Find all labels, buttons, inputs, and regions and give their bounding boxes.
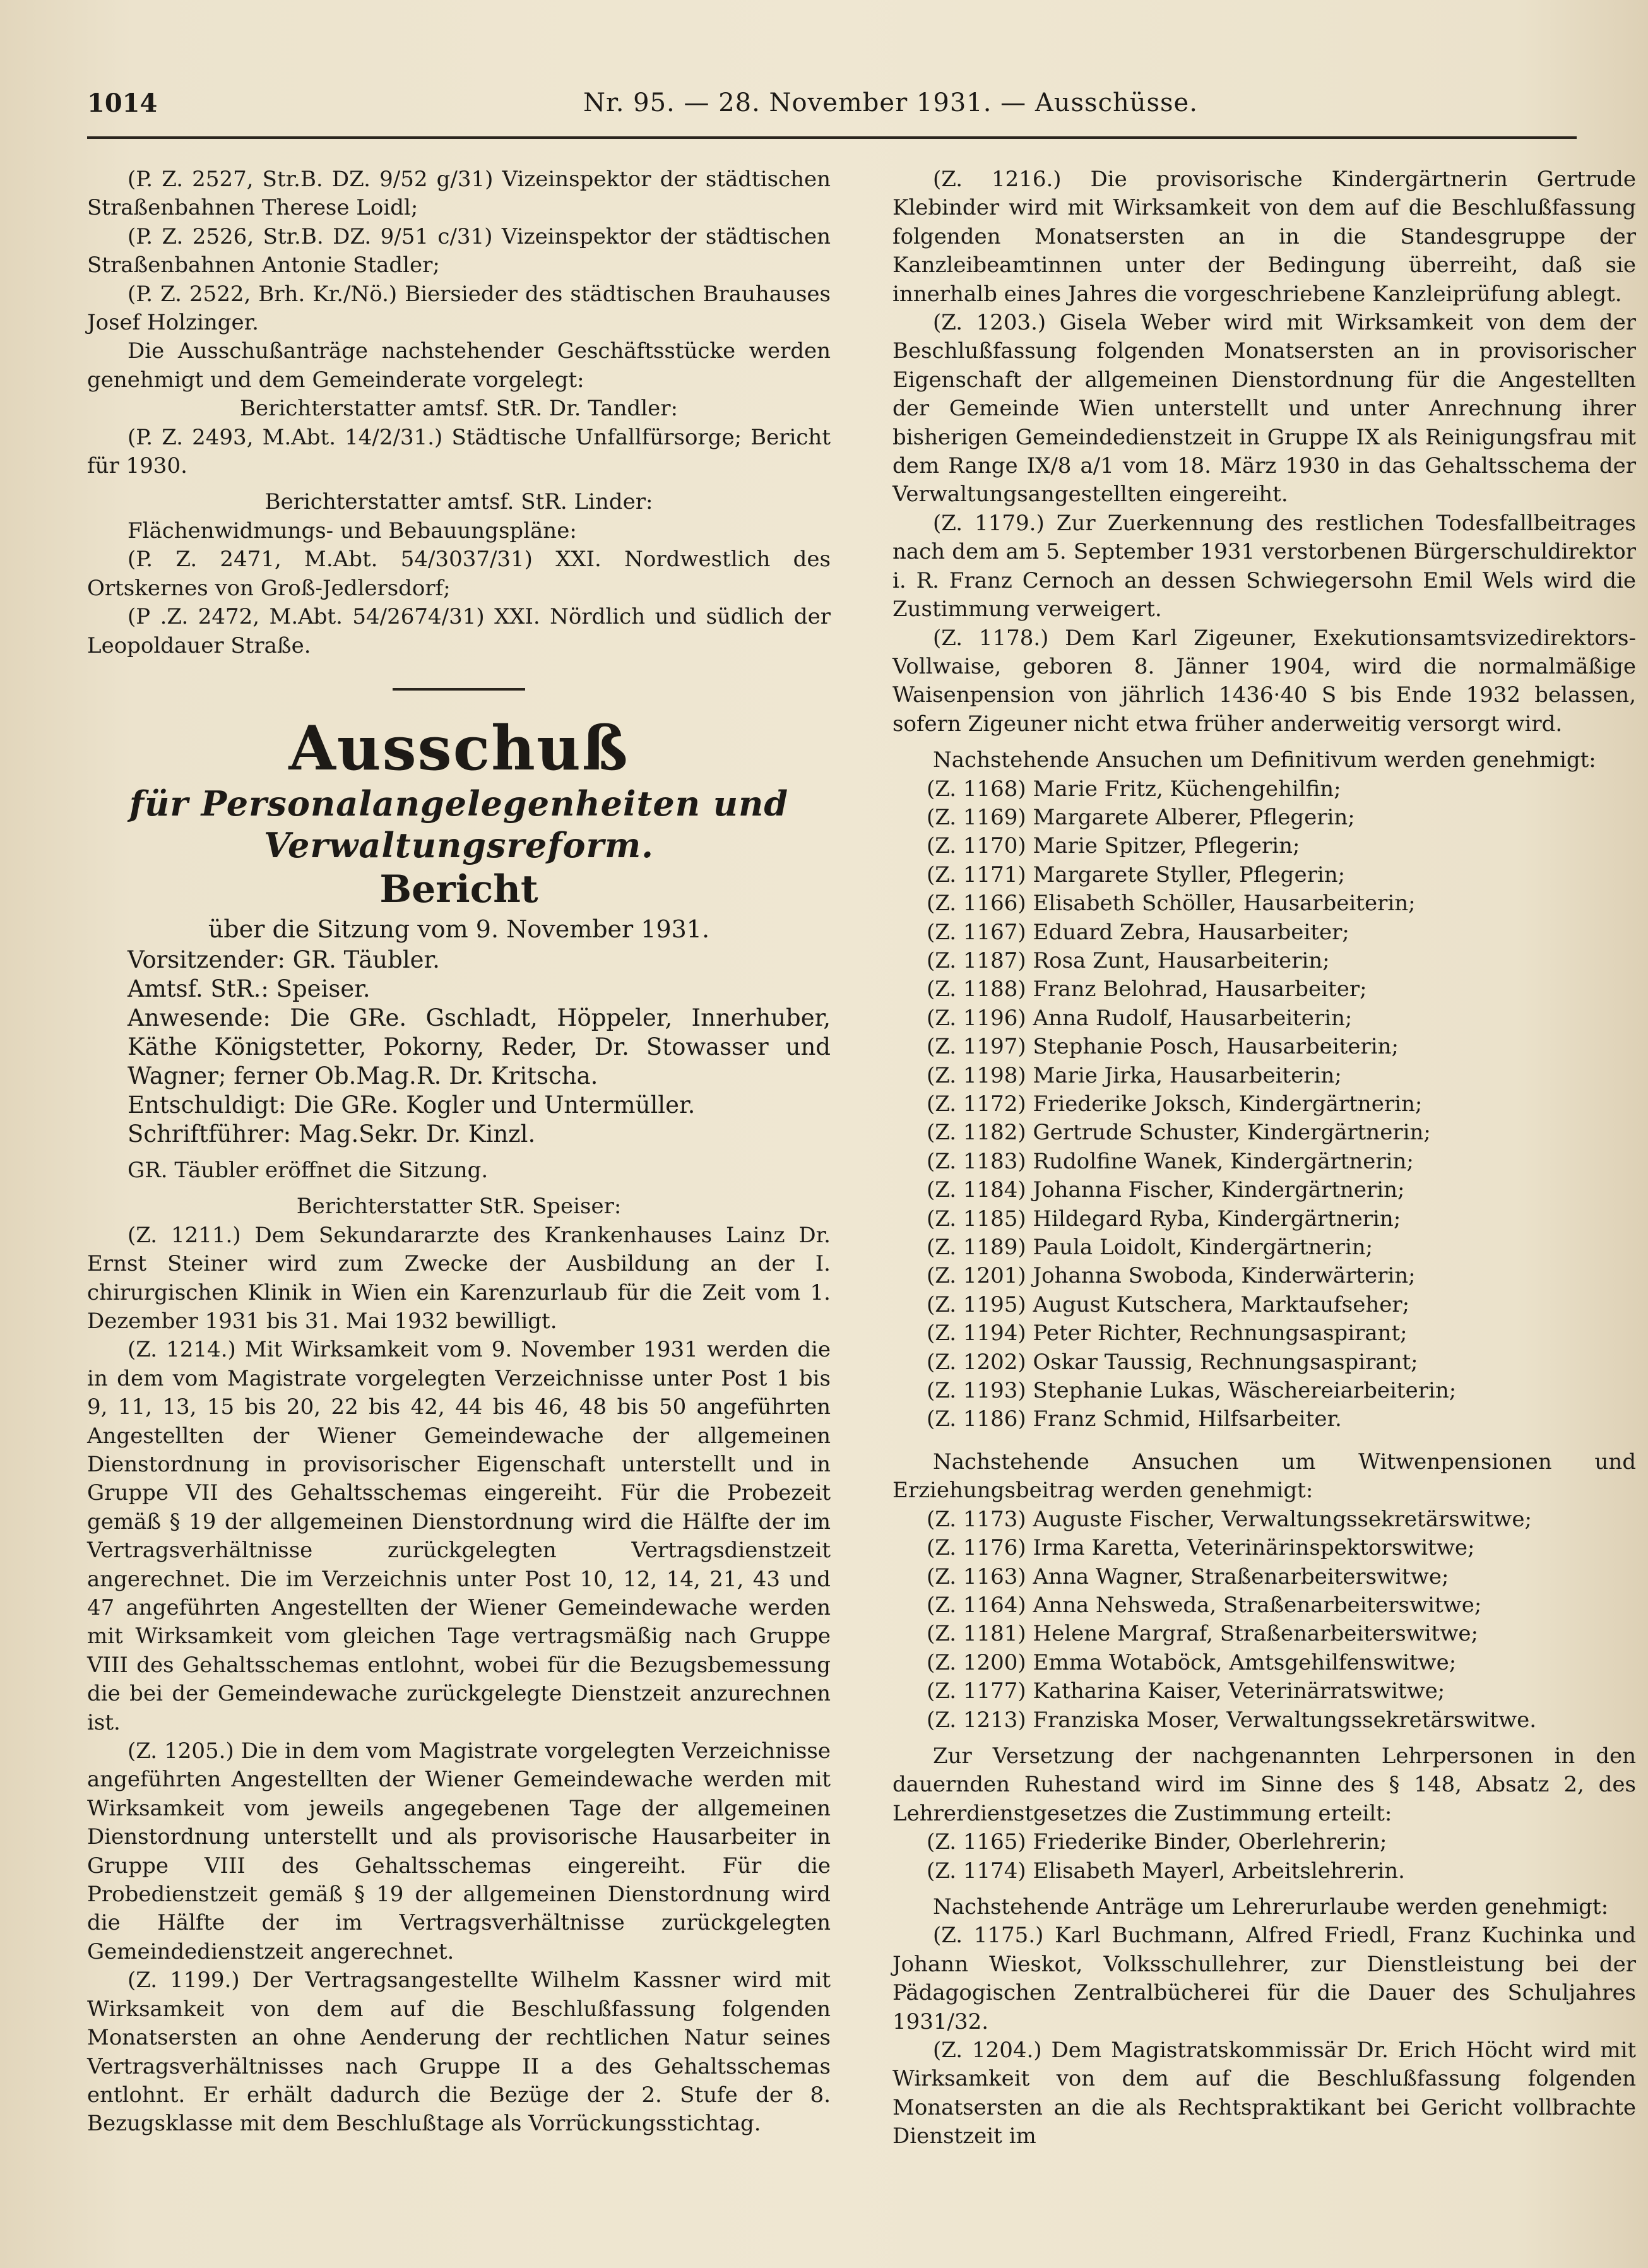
paragraph: (Z. 1204.) Dem Magistratskommissär Dr. Erich Höcht wird mit Wirksamkeit von dem auf die Beschlußfassung folgenden Monatsersten an die als Rechtspraktikant bei Gericht vollbrachte Dienstzeit im xyxy=(892,2038,1636,2149)
page-number: 1014 xyxy=(87,88,158,118)
left-column xyxy=(87,165,831,2139)
subheading: Nachstehende Anträge um Lehrerurlaube werden genehmigt: xyxy=(933,1894,1609,1920)
list-item: (Z. 1183) Rudolfine Wanek, Kindergärtnerin; xyxy=(927,1148,1414,1174)
list-item: (Z. 1173) Auguste Fischer, Verwaltungssekretärswitwe; xyxy=(927,1506,1532,1532)
list-item: (Z. 1186) Franz Schmid, Hilfsarbeiter. xyxy=(927,1406,1342,1432)
meeting-date: über die Sitzung vom 9. November 1931. xyxy=(208,915,710,943)
list-item: (Z. 1202) Oskar Taussig, Rechnungsaspirant; xyxy=(927,1349,1418,1375)
list-item: (Z. 1164) Anna Nehsweda, Straßenarbeiterswitwe; xyxy=(927,1592,1482,1618)
list-item: (P. Z. 2526, Str.B. DZ. 9/51 c/31) Vizeinspektor der städtischen Straßenbahnen Antonie Stadler; xyxy=(87,223,831,278)
paragraph: (Z. 1199.) Der Vertragsangestellte Wilhelm Kassner wird mit Wirksamkeit von dem auf die Beschlußfassung folgenden Monatsersten an ohne Aenderung der rechtlichen Natur seines Vertragsverhältnisses nach Gruppe II a des Gehaltsschemas entlohnt. Er erhält dadurch die Bezüge der 2. Stufe der 8. Bezugsklasse mit dem Beschlußtage als Vorrückungsstichtag. xyxy=(87,1968,831,2137)
subheading: Nachstehende Ansuchen um Definitivum werden genehmigt: xyxy=(933,747,1596,773)
list-item: (Z. 1198) Marie Jirka, Hausarbeiterin; xyxy=(927,1062,1342,1088)
list-item: (Z. 1195) August Kutschera, Marktaufseher; xyxy=(927,1291,1410,1317)
reporter-line: Berichterstatter amtsf. StR. Linder: xyxy=(264,489,653,515)
present-line: Anwesende: Die GRe. Gschladt, Höppeler, Innerhuber, Käthe Königstetter, Pokorny, Reder, Dr. Stowasser und Wagner; ferner Ob.Mag.R. Dr. Kritscha. xyxy=(127,1004,831,1089)
list-item: (Z. 1172) Friederike Joksch, Kindergärtnerin; xyxy=(927,1091,1423,1117)
list-item: (Z. 1171) Margarete Styller, Pflegerin; xyxy=(927,862,1346,888)
paragraph: (Z. 1179.) Zur Zuerkennung des restlichen Todesfallbeitrages nach dem am 5. September 1931 verstorbenen Bürgerschuldirektor i. R. Franz Cernoch an dessen Schwiegersohn Emil Wels wird die Zustimmung verweigert. xyxy=(892,510,1636,622)
list-item: (P. Z. 2471, M.Abt. 54/3037/31) XXI. Nordwestlich des Ortskernes von Groß-Jedlersdorf; xyxy=(87,547,831,601)
list-item: (Z. 1189) Paula Loidolt, Kindergärtnerin; xyxy=(927,1235,1373,1261)
list-item: (Z. 1193) Stephanie Lukas, Wäschereiarbeiterin; xyxy=(927,1378,1457,1404)
paragraph: (Z. 1175.) Karl Buchmann, Alfred Friedl, Franz Kuchinka und Johann Wieskot, Volksschullehrer, zur Dienstleistung bei der Pädagogischen Zentralbücherei für die Dauer des Schuljahres 1931/32. xyxy=(892,1923,1636,2034)
chair-line: Vorsitzender: GR. Täubler. xyxy=(127,946,440,973)
list-item: (Z. 1168) Marie Fritz, Küchengehilfin; xyxy=(927,776,1341,802)
paragraph: (Z. 1203.) Gisela Weber wird mit Wirksamkeit von dem der Beschlußfassung folgenden Monatsersten an in provisorischer Eigenschaft der allgemeinen Dienstordnung für die Angestellten der Gemeinde Wien unterstellt und unter Anrechnung ihrer bisherigen Gemeindedienstzeit in Gruppe IX als Reinigungsfrau mit dem Range IX/8 a/1 vom 18. März 1930 in das Gehaltsschema der Verwaltungsangestellten eingereiht. xyxy=(892,310,1636,508)
list-item: (Z. 1181) Helene Margraf, Straßenarbeiterswitwe; xyxy=(927,1621,1479,1647)
list-item: (Z. 1165) Friederike Binder, Oberlehrerin; xyxy=(927,1829,1387,1855)
list-item: (P. Z. 2527, Str.B. DZ. 9/52 g/31) Vizeinspektor der städtischen Straßenbahnen Therese Loidl; xyxy=(87,167,831,221)
header-rule xyxy=(87,136,1577,139)
reporter-line: Berichterstatter amtsf. StR. Dr. Tandler: xyxy=(240,396,678,422)
paragraph: (Z. 1216.) Die provisorische Kindergärtnerin Gertrude Klebinder wird mit Wirksamkeit von dem auf die Beschlußfassung folgenden Monatsersten an in die Standesgruppe der Kanzleibeamtinnen unter der Bedingung überreiht, daß sie innerhalb eines Jahres die vorgeschriebene Kanzleiprüfung ablegt. xyxy=(892,167,1636,307)
list-item: (Z. 1176) Irma Karetta, Veterinärinspektorswitwe; xyxy=(927,1535,1475,1561)
subheading: Nachstehende Ansuchen um Witwenpensionen und Erziehungsbeitrag werden genehmigt: xyxy=(892,1449,1636,1504)
list-item: (P. Z. 2493, M.Abt. 14/2/31.) Städtische Unfallfürsorge; Bericht für 1930. xyxy=(87,424,831,479)
list-item: (Z. 1167) Eduard Zebra, Hausarbeiter; xyxy=(927,919,1349,945)
paragraph: Zur Versetzung der nachgenannten Lehrpersonen in den dauernden Ruhestand wird im Sinne des § 148, Absatz 2, des Lehrerdienstgesetzes die Zustimmung erteilt: xyxy=(892,1743,1636,1826)
list-item: (Z. 1213) Franziska Moser, Verwaltungssekretärswitwe. xyxy=(927,1707,1536,1733)
list-item: (Z. 1196) Anna Rudolf, Hausarbeiterin; xyxy=(927,1005,1353,1031)
list-item: (Z. 1184) Johanna Fischer, Kindergärtnerin; xyxy=(927,1177,1405,1203)
list-item: (Z. 1200) Emma Wotaböck, Amtsgehilfenswitwe; xyxy=(927,1649,1457,1675)
ruhestand-list xyxy=(892,1828,1636,1885)
section-subtitle: für Personalangelegenheiten und Verwaltungsreform. xyxy=(129,783,789,865)
list-item: (Z. 1177) Katharina Kaiser, Veterinärratswitwe; xyxy=(927,1678,1445,1704)
list-item: (Z. 1187) Rosa Zunt, Hausarbeiterin; xyxy=(927,947,1330,973)
list-item: (Z. 1188) Franz Belohrad, Hausarbeiter; xyxy=(927,977,1367,1002)
paragraph: (Z. 1178.) Dem Karl Zigeuner, Exekutionsamtsvizedirektors-Vollwaise, geboren 8. Jänner 1904, wird die normalmäßige Waisenpension von jährlich 1436·40 S bis Ende 1932 belassen, sofern Zigeuner nicht etwa früher anderweitig versorgt wird. xyxy=(892,625,1636,737)
witwen-list xyxy=(892,1505,1636,1735)
section-title: Ausschuß xyxy=(288,712,629,784)
list-item: (Z. 1174) Elisabeth Mayerl, Arbeitslehrerin. xyxy=(927,1858,1405,1884)
list-item: (Z. 1201) Johanna Swoboda, Kinderwärterin; xyxy=(927,1263,1416,1289)
list-item: (Z. 1169) Margarete Alberer, Pflegerin; xyxy=(927,804,1355,830)
section-divider xyxy=(393,688,525,691)
running-head: Nr. 95. — 28. November 1931. — Ausschüsse. xyxy=(583,88,1198,117)
list-item: (Z. 1182) Gertrude Schuster, Kindergärtnerin; xyxy=(927,1120,1431,1146)
reporter-line: Berichterstatter StR. Speiser: xyxy=(296,1194,622,1220)
secretary-line: Schriftführer: Mag.Sekr. Dr. Kinzl. xyxy=(127,1120,536,1148)
subheading: Flächenwidmungs- und Bebauungspläne: xyxy=(127,518,577,543)
excused-line: Entschuldigt: Die GRe. Kogler und Untermüller. xyxy=(127,1091,696,1119)
amtsf-line: Amtsf. StR.: Speiser. xyxy=(127,975,371,1002)
opening-line: GR. Täubler eröffnet die Sitzung. xyxy=(127,1157,489,1183)
list-item: (P. Z. 2522, Brh. Kr./Nö.) Biersieder des städtischen Brauhauses Josef Holzinger. xyxy=(87,281,831,336)
right-column xyxy=(892,165,1636,2151)
list-item: (Z. 1163) Anna Wagner, Straßenarbeiterswitwe; xyxy=(927,1564,1449,1589)
report-heading: Bericht xyxy=(379,867,538,911)
paragraph: (Z. 1211.) Dem Sekundararzte des Krankenhauses Lainz Dr. Ernst Steiner wird zum Zwecke der Ausbildung an der I. chirurgischen Klinik in Wien ein Karenzurlaub für die Zeit vom 1. Dezember 1931 bis 31. Mai 1932 bewilligt. xyxy=(87,1222,831,1334)
list-item: (P .Z. 2472, M.Abt. 54/2674/31) XXI. Nördlich und südlich der Leopoldauer Straße. xyxy=(87,604,831,658)
list-item: (Z. 1185) Hildegard Ryba, Kindergärtnerin; xyxy=(927,1206,1401,1232)
paragraph: (Z. 1205.) Die in dem vom Magistrate vorgelegten Verzeichnisse angeführten Angestellten der Wiener Gemeindewache werden mit Wirksamkeit vom jeweils angegebenen Tage der allgemeinen Dienstordnung unterstellt und als provisorische Hausarbeiter in Gruppe VIII des Gehaltsschemas eingereiht. Für die Probedienstzeit gemäß § 19 der allgemeinen Dienstordnung wird die Hälfte der im Vertragsverhältnisse zurückgelegten Gemeindedienstzeit angerechnet. xyxy=(87,1738,831,1964)
paragraph: Die Ausschußanträge nachstehender Geschäftsstücke werden genehmigt und dem Gemeinderate vorgelegt: xyxy=(87,338,831,393)
page-header xyxy=(87,88,1577,126)
list-item: (Z. 1170) Marie Spitzer, Pflegerin; xyxy=(927,833,1300,859)
list-item: (Z. 1166) Elisabeth Schöller, Hausarbeiterin; xyxy=(927,891,1416,917)
list-item: (Z. 1194) Peter Richter, Rechnungsaspirant; xyxy=(927,1321,1408,1346)
definitivum-list xyxy=(892,775,1636,1434)
list-item: (Z. 1197) Stephanie Posch, Hausarbeiterin; xyxy=(927,1034,1399,1060)
paragraph: (Z. 1214.) Mit Wirksamkeit vom 9. November 1931 werden die in dem vom Magistrate vorgelegten Verzeichnisse unter Post 1 bis 9, 11, 13, 15 bis 20, 22 bis 42, 44 bis 46, 48 bis 50 angeführten Angestellten der Wiener Gemeindewache der allgemeinen Dienstordnung in provisorischer Eigenschaft unterstellt und in Gruppe VII des Gehaltsschemas eingereiht. Für die Probezeit gemäß § 19 der allgemeinen Dienstordnung wird die Hälfte der im Vertragsverhältnisse zurückgelegten Vertragsdienstzeit angerechnet. Die im Verzeichnis unter Post 10, 12, 14, 21, 43 und 47 angeführten Angestellten der Wiener Gemeindewache werden mit Wirksamkeit vom gleichen Tage vertragsmäßig nach Gruppe VIII des Gehaltsschemas entlohnt, wobei für die Bezugsbemessung die bei der Gemeindewache zurückgelegte Dienstzeit anzurechnen ist. xyxy=(87,1337,831,1735)
